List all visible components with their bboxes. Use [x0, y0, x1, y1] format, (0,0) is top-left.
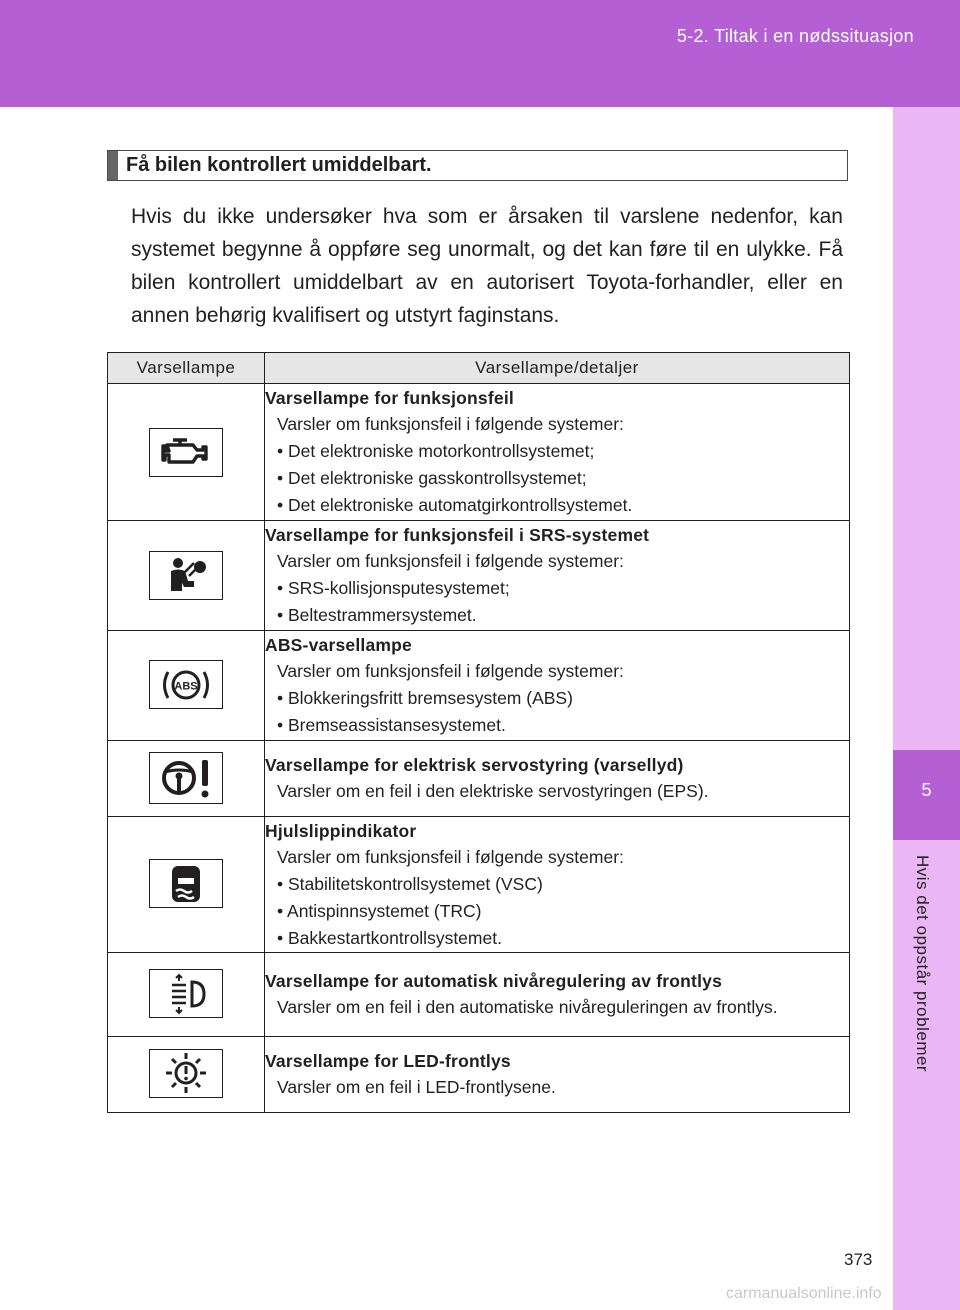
icon-cell	[108, 384, 265, 521]
column-header-lamp: Varsellampe	[108, 353, 265, 384]
slip-indicator-icon	[149, 859, 223, 908]
detail-cell	[265, 1037, 850, 1113]
lamp-title: Varsellampe for funksjonsfeil	[265, 388, 514, 408]
lamp-title: Varsellampe for automatisk nivåregulering av frontlys	[265, 971, 723, 991]
chapter-number: 5	[921, 780, 932, 800]
svg-text:ABS: ABS	[174, 680, 198, 693]
table-row	[108, 1037, 850, 1113]
lamp-description: Varsler om funksjonsfeil i følgende systemer:	[277, 661, 624, 681]
lamp-title: Varsellampe for elektrisk servostyring (varsellyd)	[265, 755, 684, 775]
icon-cell	[108, 741, 265, 817]
lamp-title: ABS-varsellampe	[265, 635, 412, 655]
heading-accent	[108, 151, 118, 180]
table-row	[108, 384, 850, 521]
list-item: • Det elektroniske motorkontrollsystemet;	[277, 441, 595, 461]
icon-cell	[108, 521, 265, 631]
list-item: • SRS-kollisjonsputesystemet;	[277, 578, 510, 598]
detail-cell	[265, 817, 850, 953]
lamp-description: Varsler om en feil i den elektriske servostyringen (EPS).	[277, 781, 709, 801]
lamp-description: Varsler om funksjonsfeil i følgende systemer:	[277, 414, 624, 434]
list-item: • Det elektroniske gasskontrollsystemet;	[277, 468, 587, 488]
lamp-description: Varsler om en feil i den automatiske nivåreguleringen av frontlys.	[277, 997, 778, 1017]
list-item: • Det elektroniske automatgirkontrollsystemet.	[277, 495, 633, 515]
detail-cell	[265, 521, 850, 631]
detail-cell	[265, 384, 850, 521]
chapter-title: Hvis det oppstår problemer	[913, 855, 932, 1073]
section-label: 5-2. Tiltak i en nødssituasjon	[676, 26, 914, 46]
lamp-description: Varsler om funksjonsfeil i følgende systemer:	[277, 551, 624, 571]
airbag-icon	[149, 551, 223, 600]
steering-warning-icon	[149, 752, 223, 804]
icon-cell	[108, 817, 265, 953]
detail-cell	[265, 631, 850, 741]
intro-paragraph: Hvis du ikke undersøker hva som er årsaken til varslene nedenfor, kan systemet begynne å oppføre seg unormalt, og det kan føre til en ulykke. Få bilen kontrollert umiddelbart av en autorisert Toyota-forhandler, eller en annen behørig kvalifisert og utstyrt faginstans.	[131, 205, 843, 327]
list-item: • Bremseassistansesystemet.	[277, 715, 506, 735]
page-number: 373	[844, 1250, 873, 1269]
lamp-title: Varsellampe for funksjonsfeil i SRS-systemet	[265, 525, 650, 545]
list-item: • Blokkeringsfritt bremsesystem (ABS)	[277, 688, 573, 708]
heading-text: Få bilen kontrollert umiddelbart.	[126, 154, 432, 176]
icon-cell	[108, 631, 265, 741]
table-row	[108, 953, 850, 1037]
table-row	[108, 631, 850, 741]
table-header-row	[108, 353, 850, 384]
list-item: • Stabilitetskontrollsystemet (VSC)	[277, 873, 543, 894]
detail-cell	[265, 953, 850, 1037]
list-item: • Antispinnsystemet (TRC)	[277, 900, 482, 921]
led-headlight-warning-icon	[149, 1049, 223, 1098]
detail-cell	[265, 741, 850, 817]
section-heading	[107, 150, 848, 181]
list-item: • Bakkestartkontrollsystemet.	[277, 927, 502, 948]
lamp-title: Hjulslippindikator	[265, 820, 417, 841]
lamp-description: Varsler om funksjonsfeil i følgende systemer:	[277, 846, 624, 867]
list-item: • Beltestrammersystemet.	[277, 605, 477, 625]
column-header-details: Varsellampe/detaljer	[265, 353, 850, 384]
icon-cell	[108, 953, 265, 1037]
watermark: carmanualsonline.info	[726, 1285, 882, 1302]
table-row	[108, 521, 850, 631]
warning-lamp-table	[107, 352, 850, 1113]
chapter-tab	[893, 107, 960, 1310]
table-row	[108, 741, 850, 817]
lamp-title: Varsellampe for LED-frontlys	[265, 1051, 511, 1071]
headlight-leveling-icon	[149, 969, 223, 1018]
lamp-description: Varsler om en feil i LED-frontlysene.	[277, 1077, 556, 1097]
header-bar	[0, 0, 960, 107]
abs-icon	[149, 660, 223, 709]
engine-icon	[149, 428, 223, 477]
table-row	[108, 817, 850, 953]
icon-cell	[108, 1037, 265, 1113]
